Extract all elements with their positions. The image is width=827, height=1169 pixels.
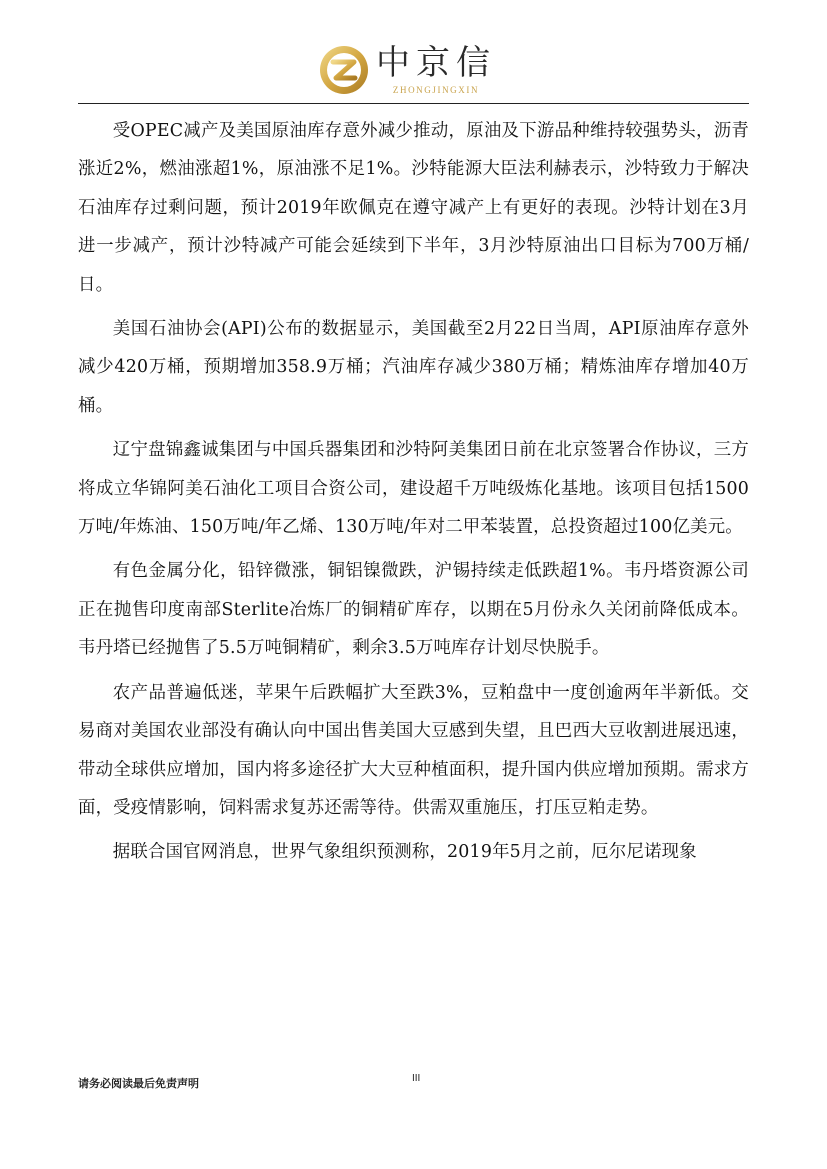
paragraph-agriculture: 农产品普遍低迷，苹果午后跌幅扩大至跌3%，豆粕盘中一度创逾两年半新低。交易商对美国农业部没有确认向中国出售美国大豆感到失望，且巴西大豆收割进展迅速，带动全球供应增加，国内将多途径扩大大豆种植面积，提升国内供应增加预期。需求方面，受疫情影响，饲料需求复苏还需等待。供需双重施压，打压豆粕走势。	[78, 682, 749, 818]
header-divider	[78, 103, 749, 104]
document-body	[78, 112, 749, 878]
page-number: III	[412, 1073, 421, 1084]
company-logo	[318, 44, 496, 96]
disclaimer-note: 请务必阅读最后免责声明	[78, 1077, 199, 1090]
logo-subtitle: ZHONGJINGXIN	[392, 85, 480, 95]
page-footer	[78, 1071, 749, 1091]
paragraph-api-inventory: 美国石油协会(API)公布的数据显示，美国截至2月22日当周，API原油库存意外减少420万桶，预期增加358.9万桶；汽油库存减少380万桶；精炼油库存增加40万桶。	[78, 319, 749, 416]
logo-name: 中京信	[376, 43, 496, 83]
paragraph-nonferrous-metals: 有色金属分化，铅锌微涨，铜铝镍微跌，沪锡持续走低跌超1%。韦丹塔资源公司正在抛售印度南部Sterlite冶炼厂的铜精矿库存，以期在5月份永久关闭前降低成本。韦丹塔已经抛售了5.5万吨铜精矿，剩余3.5万吨库存计划尽快脱手。	[78, 561, 749, 659]
logo-emblem-icon	[318, 44, 370, 96]
paragraph-oil: 受OPEC减产及美国原油库存意外减少推动，原油及下游品种维持较强势头，沥青涨近2%，燃油涨超1%，原油涨不足1%。沙特能源大臣法利赫表示，沙特致力于解决石油库存过剩问题，预计2019年欧佩克在遵守减产上有更好的表现。沙特计划在3月进一步减产，预计沙特减产可能会延续到下半年，3月沙特原油出口目标为700万桶/日。	[78, 121, 749, 295]
paragraph-el-nino: 据联合国官网消息，世界气象组织预测称，2019年5月之前，厄尔尼诺现象	[112, 842, 697, 863]
page-header	[0, 0, 827, 110]
paragraph-refinery-project: 辽宁盘锦鑫诚集团与中国兵器集团和沙特阿美集团日前在北京签署合作协议，三方将成立华锦阿美石油化工项目合资公司，建设超千万吨级炼化基地。该项目包括1500万吨/年炼油、150万吨/年乙烯、130万吨/年对二甲苯装置，总投资超过100亿美元。	[78, 440, 749, 538]
